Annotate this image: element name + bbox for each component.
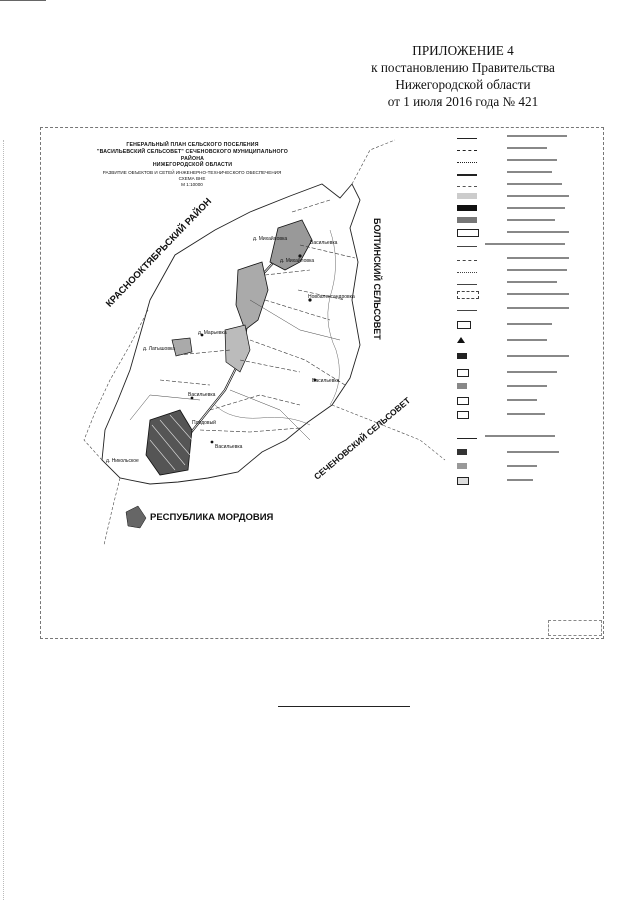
legend-row (455, 168, 595, 176)
object-marker (211, 441, 214, 444)
village-label: Васильевка (310, 240, 338, 246)
legend-row (455, 266, 595, 274)
village-label: Васильевка (215, 444, 243, 450)
legend-row (455, 352, 595, 360)
village-area-vasilyevka (236, 262, 268, 330)
legend-row (455, 410, 595, 418)
legend-row (455, 476, 595, 484)
legend-row (455, 290, 595, 298)
village-label: Плодовый (192, 420, 216, 426)
map-subtitle-line: М 1:10000 (181, 182, 203, 187)
legend-row (455, 336, 595, 344)
legend-row (455, 368, 595, 376)
district-boundary (84, 310, 148, 460)
footer-separator (278, 706, 410, 707)
region-label-krasnooktyabrsky: КРАСНООКТЯБРЬСКИЙ РАЙОН (104, 196, 215, 310)
mordovia-fragment (126, 506, 146, 528)
village-area-maryevka (225, 325, 250, 372)
legend-row (455, 180, 595, 188)
map-title-line: ГЕНЕРАЛЬНЫЙ ПЛАН СЕЛЬСКОГО ПОСЕЛЕНИЯ (126, 142, 259, 148)
map-legend (455, 130, 595, 492)
village-area-south (146, 410, 192, 475)
legend-row (455, 204, 595, 212)
district-boundary (352, 140, 395, 184)
legend-row (455, 144, 595, 152)
legend-row (455, 228, 595, 236)
legend-row (455, 396, 595, 404)
region-name: Нижегородской области (395, 77, 531, 92)
legend-row (455, 156, 595, 164)
map-title-line: "ВАСИЛЬЕВСКИЙ СЕЛЬСОВЕТ" СЕЧЕНОВСКОГО МУНИЦИПАЛЬНОГО РАЙОНА (96, 148, 289, 162)
legend-row (455, 462, 595, 470)
map-subtitle-line: СХЕМА ВНЕ (178, 176, 206, 181)
legend-row (455, 192, 595, 200)
map-subtitle-line: РАЗВИТИЕ ОБЪЕКТОВ И СЕТЕЙ ИНЖЕНЕРНО-ТЕХНИЧЕСКОГО ОБЕСПЕЧЕНИЯ (102, 170, 282, 175)
legend-row (455, 216, 595, 224)
village-label: д. Михайловка (280, 258, 315, 264)
resolution-reference: к постановлению Правительства (371, 60, 555, 75)
region-label-sechenovsky: СЕЧЕНОВСКИЙ СЕЛЬСОВЕТ (312, 395, 413, 482)
river (215, 405, 310, 425)
legend-row (455, 278, 595, 286)
region-label-boltinsky: БОЛТИНСКИЙ СЕЛЬСОВЕТ (372, 218, 382, 340)
legend-row (455, 132, 595, 140)
district-boundary (104, 478, 120, 545)
village-label: д. Михайловка (253, 236, 288, 242)
appendix-title: ПРИЛОЖЕНИЕ 4 (412, 43, 514, 58)
legend-row (455, 320, 595, 328)
village-label: д. Никольское (106, 458, 139, 464)
legend-row (455, 432, 595, 440)
legend-row (455, 448, 595, 456)
village-label: д. Латышовка (143, 346, 176, 352)
drawing-stamp (548, 620, 602, 636)
village-label: Васильевка (312, 378, 340, 384)
legend-row (455, 304, 595, 312)
legend-row (455, 240, 595, 248)
map-title-line: НИЖЕГОРОДСКОЙ ОБЛАСТИ (152, 162, 233, 169)
region-label-mordovia: РЕСПУБЛИКА МОРДОВИЯ (150, 512, 274, 523)
legend-row (455, 254, 595, 262)
resolution-date: от 1 июля 2016 года № 421 (387, 94, 539, 109)
village-label: Васильевка (188, 392, 216, 398)
legend-row (455, 382, 595, 390)
village-label: Новоалександровка (308, 294, 355, 300)
village-label: д. Марьевка (198, 330, 227, 336)
